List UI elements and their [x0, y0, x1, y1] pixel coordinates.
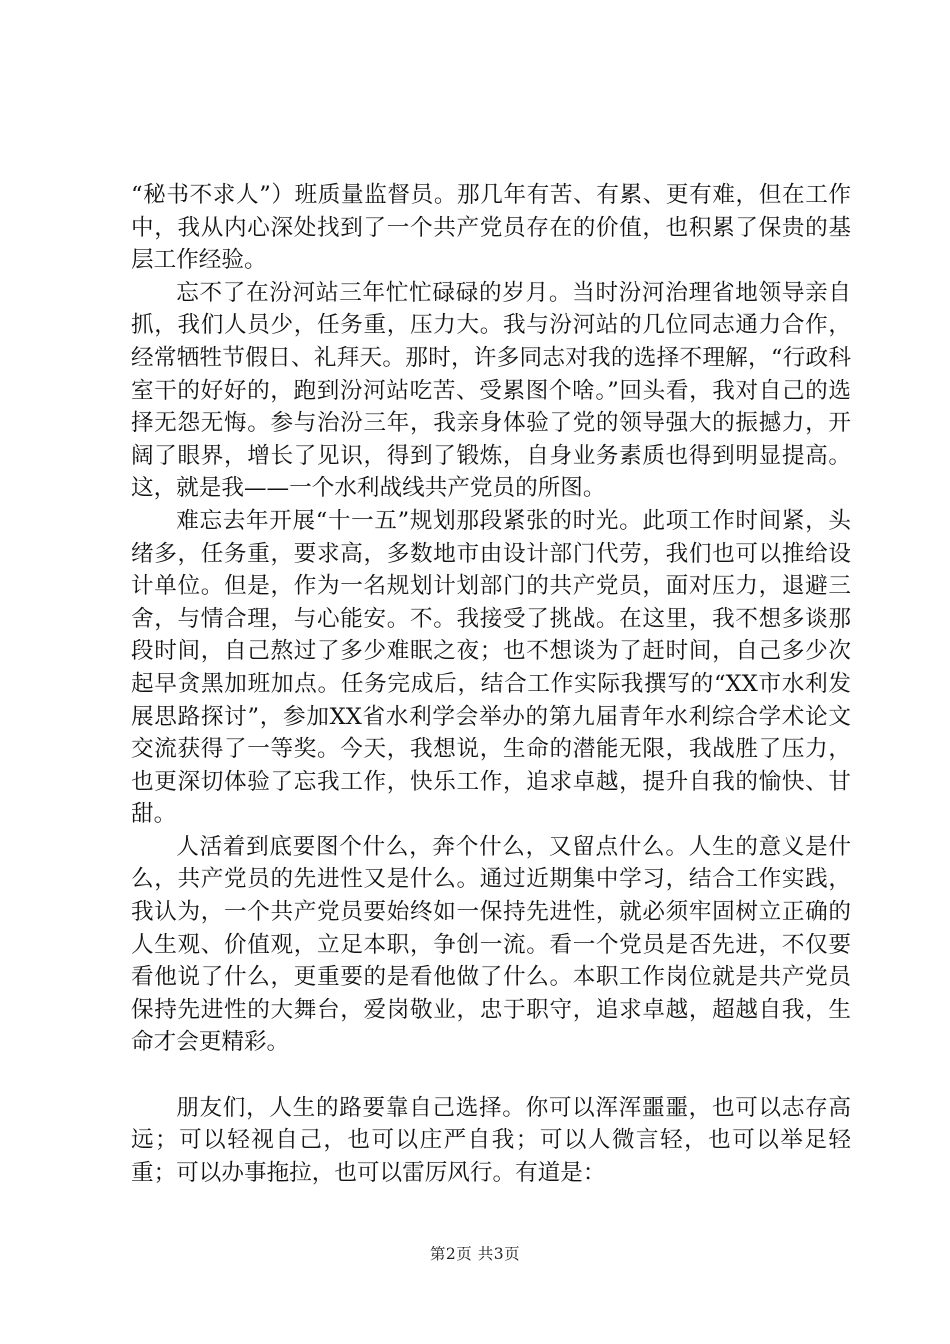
paragraph-2: 忘不了在汾河站三年忙忙碌碌的岁月。当时汾河治理省地领导亲自抓，我们人员少，任务重，压力大。我与汾河站的几位同志通力合作，经常牺牲节假日、礼拜天。那时，许多同志对我的选择不理解，“行政科室干的好好的，跑到汾河站吃苦、受累图个啥。”回头看，我对自己的选择无怨无悔。参与治汾三年，我亲身体验了党的领导强大的振撼力，开阔了眼界，增长了见识，得到了锻炼，自身业务素质也得到明显提高。这，就是我——一个水利战线共产党员的所图。 [131, 279, 851, 502]
page-footer: 第2页 共3页 [429, 1245, 521, 1263]
document-body [131, 179, 851, 1189]
paragraph-4: 人活着到底要图个什么，奔个什么，又留点什么。人生的意义是什么，共产党员的先进性又是什么。通过近期集中学习，结合工作实践，我认为，一个共产党员要始终如一保持先进性，就必须牢固树立正确的人生观、价值观，立足本职，争创一流。看一个党员是否先进，不仅要看他说了什么，更重要的是看他做了什么。本职工作岗位就是共产党员保持先进性的大舞台，爱岗敬业，忠于职守，追求卓越，超越自我，生命才会更精彩。 [131, 833, 851, 1056]
paragraph-1: “秘书不求人”）班质量监督员。那几年有苦、有累、更有难，但在工作中，我从内心深处找到了一个共产党员存在的价值，也积累了保贵的基层工作经验。 [131, 182, 851, 274]
paragraph-5: 朋友们，人生的路要靠自己选择。你可以浑浑噩噩，也可以志存高远；可以轻视自己，也可以庄严自我；可以人微言轻，也可以举足轻重；可以办事拖拉，也可以雷厉风行。有道是： [131, 1094, 851, 1186]
paragraph-3: 难忘去年开展“十一五”规划那段紧张的时光。此项工作时间紧，头绪多，任务重，要求高，多数地市由设计部门代劳，我们也可以推给设计单位。但是，作为一名规划计划部门的共产党员，面对压力，退避三舍，与情合理，与心能安。不。我接受了挑战。在这里，我不想多谈那段时间，自己熬过了多少难眠之夜；也不想谈为了赶时间，自己多少次起早贪黑加班加点。任务完成后，结合工作实际我撰写的“XX市水利发展思路探讨”，参加XX省水利学会举办的第九届青年水利综合学术论文交流获得了一等奖。今天，我想说，生命的潜能无限，我战胜了压力，也更深切体验了忘我工作，快乐工作，追求卓越，提升自我的愉快、甘甜。 [131, 507, 851, 828]
